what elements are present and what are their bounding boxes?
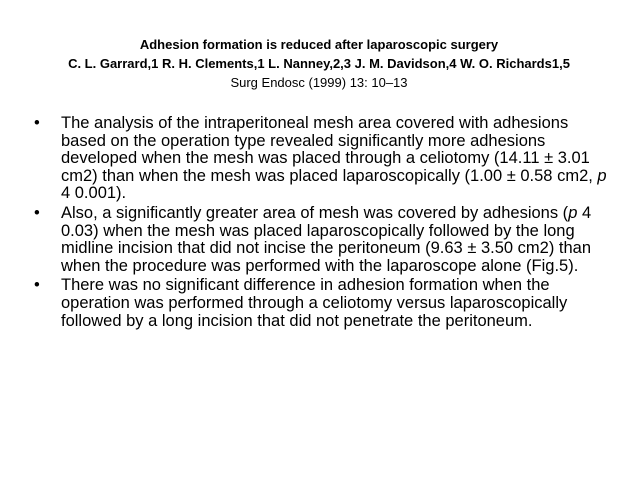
bullet-text: The analysis of the intraperitoneal mesh area covered with adhesions based on the operation type revealed significantly more adhesions developed when the mesh was placed through a celiotomy (14.11 ± 3.01 cm2) than when the mesh was placed laparoscopically (1.00 ± 0.58 cm2,: [61, 114, 598, 185]
paper-authors: C. L. Garrard,1 R. H. Clements,1 L. Nanney,2,3 J. M. Davidson,4 W. O. Richards1,5: [68, 56, 570, 71]
paper-title: Adhesion formation is reduced after laparoscopic surgery: [139, 37, 499, 52]
bullet-item: [34, 115, 614, 203]
bullet-item: [34, 205, 614, 275]
paper-citation: Surg Endosc (1999) 13: 10–13: [230, 75, 408, 90]
slide-header: [0, 35, 638, 92]
bullet-text: 4 0.03) when the mesh was placed laparoscopically followed by the long midline incision that did not incise the peritoneum (9.63 ± 3.50 cm2) than when the procedure was performed with the laparoscope alone (Fig.5).: [61, 203, 592, 275]
bullet-item: [34, 277, 614, 330]
bullet-text: There was no significant difference in adhesion formation when the operation was performed through a celiotomy versus laparoscopically followed by a long incision that did not penetrate the peritoneum.: [61, 276, 568, 330]
bullet-text-pre: Also, a significantly greater area of mesh was covered by adhesions (: [61, 203, 569, 222]
bullet-italic-p: p: [568, 203, 578, 222]
bullet-text-tail: 4 0.001).: [61, 184, 127, 203]
bullet-icon: •: [34, 114, 40, 132]
bullet-list: [34, 115, 614, 332]
bullet-icon: •: [34, 276, 40, 295]
bullet-icon: •: [34, 203, 40, 222]
bullet-italic-p: p: [597, 166, 607, 185]
